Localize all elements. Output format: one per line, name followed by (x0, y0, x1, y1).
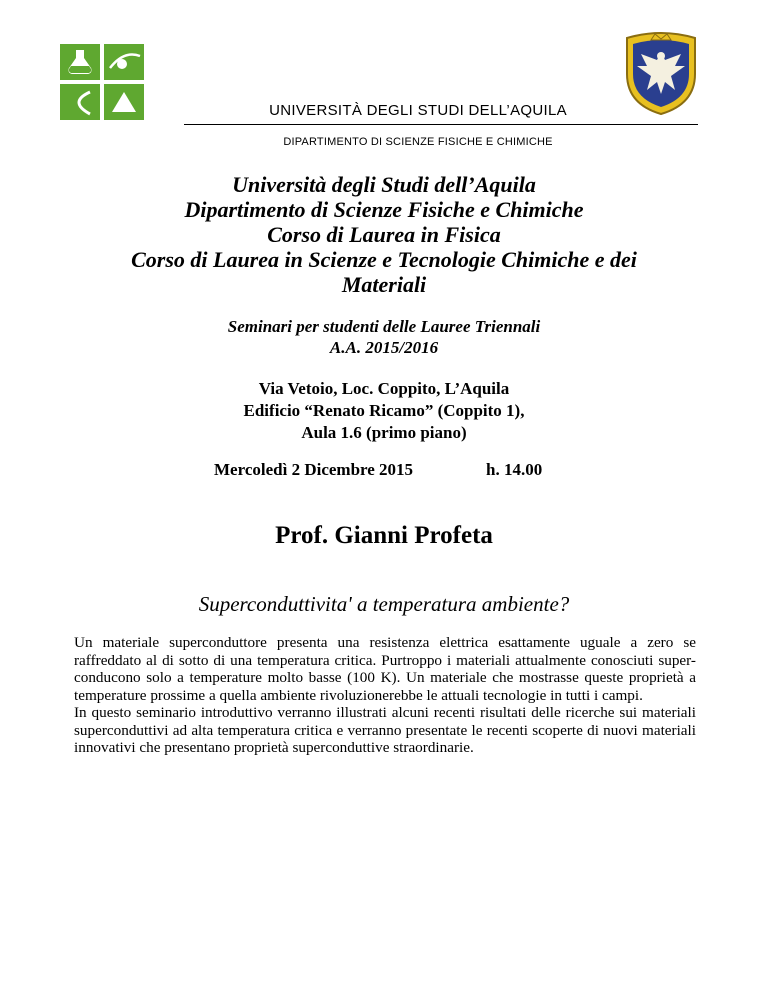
abstract-paragraph: Un materiale superconduttore presenta una resistenza elettrica esattamente uguale a zero se raffreddato al di sotto di una temperatura critica. Purtroppo i materiali attualmente conosciuti super-conducono solo a temperature molto basse (100 K). Un materiale che mostrasse queste proprietà a temperature prossime a quella ambiente rivoluzionerebbe le attuali tecnologie in tutti i campi. (74, 634, 696, 704)
abstract (74, 634, 696, 757)
building-line: Edificio “Renato Ricamo” (Coppito 1), (243, 401, 525, 420)
institution-titles (60, 172, 708, 297)
talk-title: Superconduttivita' a temperatura ambiente? (198, 592, 570, 616)
department-name: DIPARTIMENTO DI SCIENZE FISICHE E CHIMICHE (283, 136, 553, 148)
title-line: Università degli Studi dell’Aquila (232, 172, 536, 197)
speaker-name: Prof. Gianni Profeta (275, 522, 493, 549)
location-block (60, 378, 708, 444)
room-line: Aula 1.6 (primo piano) (301, 423, 467, 442)
seminar-time: h. 14.00 (486, 460, 543, 479)
title-line: Corso di Laurea in Fisica (267, 222, 501, 247)
title-line: Dipartimento di Scienze Fisiche e Chimiche (184, 197, 584, 222)
university-name: UNIVERSITÀ DEGLI STUDI DELL’AQUILA (269, 102, 567, 119)
abstract-paragraph: In questo seminario introduttivo verranno illustrati alcuni recenti risultati delle ricerche sui materiali superconduttivi ad alta temperatura critica e verranno presentate le recenti scoperte di nuovi materiali innovativi che presentano proprietà superconduttive straordinarie. (74, 704, 696, 756)
address-line: Via Vetoio, Loc. Coppito, L’Aquila (258, 379, 510, 398)
title-line: Corso di Laurea in Scienze e Tecnologie Chimiche e dei (131, 247, 637, 272)
seminar-series (60, 316, 708, 358)
academic-year: A.A. 2015/2016 (329, 338, 439, 357)
seminar-series-line: Seminari per studenti delle Lauree Triennali (227, 317, 541, 336)
seminar-date: Mercoledì 2 Dicembre 2015 (214, 460, 414, 479)
title-line: Materiali (341, 272, 427, 297)
header-divider (184, 124, 698, 125)
